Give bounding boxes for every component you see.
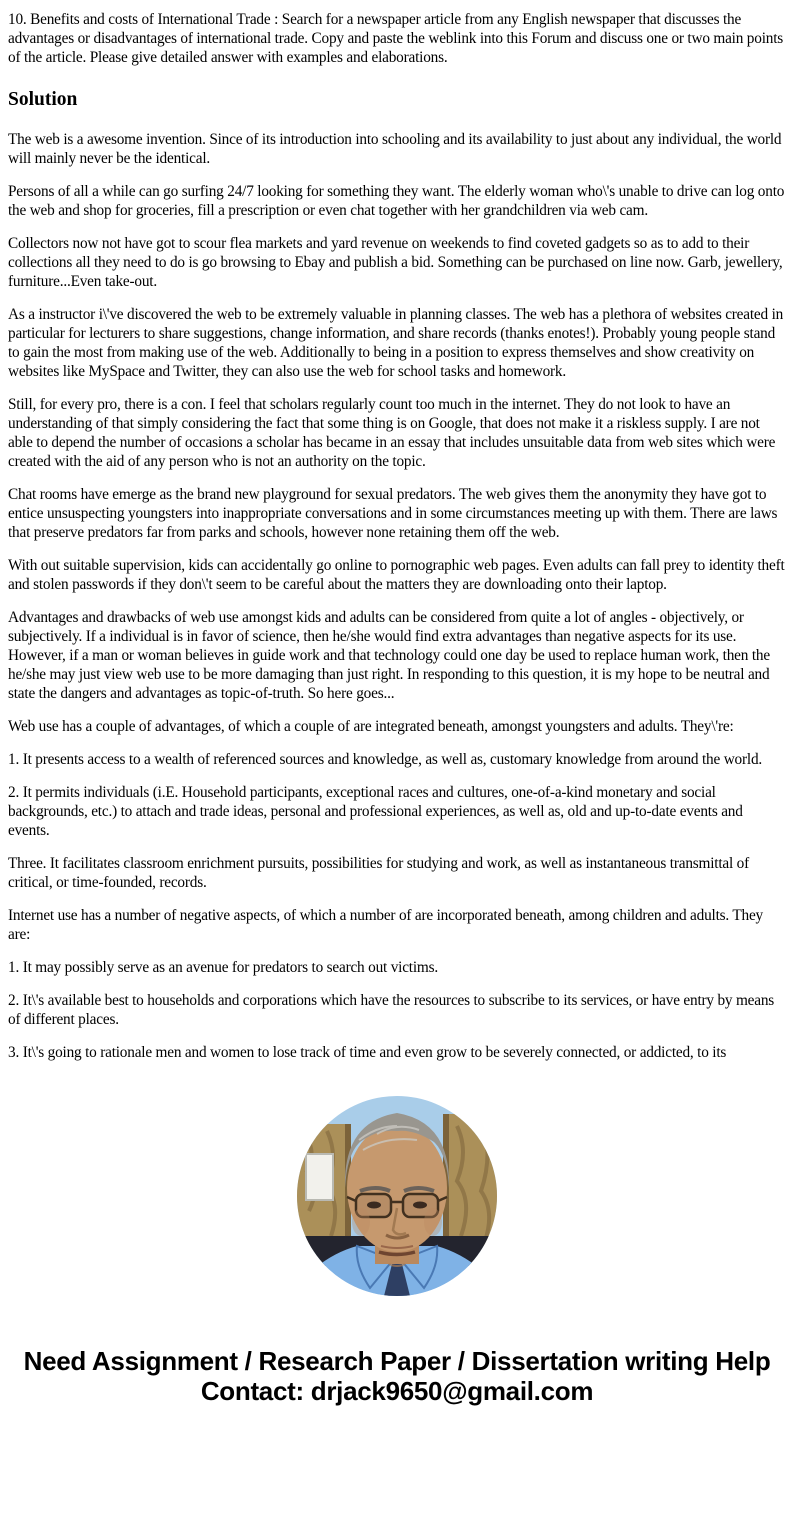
body-paragraph: Chat rooms have emerge as the brand new playground for sexual predators. The web gives them the anonymity they have got to entice unsuspecting youngsters into inappropriate conversations and in some circumstances meeting up with them. There are laws that preserve predators far from parks and schools, however none retaining them off the web. (8, 486, 778, 541)
promo-heading: Need Assignment / Research Paper / Dissertation writing Help (23, 1346, 771, 1376)
body-paragraph: 1. It presents access to a wealth of referenced sources and knowledge, as well as, customary knowledge from around the world. (8, 751, 763, 768)
body-paragraph: The web is a awesome invention. Since of its introduction into schooling and its availability to just about any individual, the world will mainly never be the identical. (8, 131, 782, 167)
body-paragraph: Three. It facilitates classroom enrichment pursuits, possibilities for studying and work, as well as instantaneous transmittal of critical, or time-founded, records. (8, 855, 750, 891)
body-paragraph: Web use has a couple of advantages, of which a couple of are integrated beneath, amongst youngsters and adults. They\'re: (8, 718, 734, 735)
switch-plate (306, 1154, 333, 1200)
body-paragraph: With out suitable supervision, kids can accidentally go online to pornographic web pages. Even adults can fall prey to identity theft and stolen passwords if they don\'t seem to be careful about the matters they are downloading onto their laptop. (8, 557, 785, 593)
solution-heading: Solution (8, 89, 78, 110)
body-paragraph: 1. It may possibly serve as an avenue for predators to search out victims. (8, 959, 438, 976)
instructor-photo (297, 1096, 497, 1296)
promo-contact: Contact: drjack9650@gmail.com (200, 1376, 594, 1406)
question-text: 10. Benefits and costs of International Trade : Search for a newspaper article from any English newspaper that discusses the advantages or disadvantages of international trade. Copy and paste the weblink into this Forum and discuss one or two main points of the article. Please give detailed answer with examples and elaborations. (8, 11, 784, 66)
body-paragraph: Internet use has a number of negative aspects, of which a number of are incorporated beneath, among children and adults. They are: (8, 907, 763, 943)
eye-left (367, 1202, 381, 1209)
body-paragraph: As a instructor i\'ve discovered the web to be extremely valuable in planning classes. The web has a plethora of websites created in particular for lecturers to share suggestions, change information, and share records (thanks enotes!). Probably young people stand to gain the most from making use of the web. Additionally to being in a position to express themselves and show creativity on websites like MySpace and Twitter, they can also use the web for school tasks and homework. (8, 306, 784, 380)
body-paragraph: Collectors now not have got to scour flea markets and yard revenue on weekends to find coveted gadgets so as to add to their collections all they need to do is go browsing to Ebay and publish a bid. Something can be purchased on line now. Garb, jewellery, furniture...Even take-out. (8, 235, 783, 290)
eye-right (413, 1202, 427, 1209)
cheek-shadow-left (352, 1208, 370, 1236)
body-paragraph: Still, for every pro, there is a con. I feel that scholars regularly count too much in the internet. They do not look to have an understanding of that simply considering the fact that some thing is on Google, that does not make it a riskless supply. I are not able to depend the number of occasions a scholar has became in an essay that includes unsuitable data from web sites which were created with the aid of any person who is not an authority on the topic. (8, 396, 776, 470)
body-paragraph: Advantages and drawbacks of web use amongst kids and adults can be considered from quite a lot of angles - objectively, or subjectively. If a individual is in favor of science, then he/she would find extra advantages than negative aspects for its use. However, if a man or woman believes in guide work and that technology could one day be used to replace human work, then the he/she may just view web use to be more damaging than just right. In responding to this question, it is my hope to be neutral and state the dangers and advantages as topic-of-truth. So here goes... (8, 609, 770, 702)
body-paragraph: 2. It\'s available best to households and corporations which have the resources to subscribe to its services, or have entry by means of different places. (8, 992, 775, 1028)
promo-footer (16, 1346, 778, 1436)
document-body (8, 10, 786, 1062)
body-paragraph: 2. It permits individuals (i.E. Household participants, exceptional races and cultures, one-of-a-kind monetary and social backgrounds, etc.) to attach and trade ideas, personal and professional experiences, as well as, old and up-to-date events and events. (8, 784, 743, 839)
body-paragraph: Persons of all a while can go surfing 24/7 looking for something they want. The elderly woman who\'s unable to drive can log onto the web and shop for groceries, fill a prescription or even chat together with her grandchildren via web cam. (8, 183, 785, 219)
cheek-shadow-right (424, 1208, 442, 1236)
body-paragraph: 3. It\'s going to rationale men and women to lose track of time and even grow to be severely connected, or addicted, to its (8, 1044, 727, 1061)
person-avatar-image (297, 1096, 497, 1296)
